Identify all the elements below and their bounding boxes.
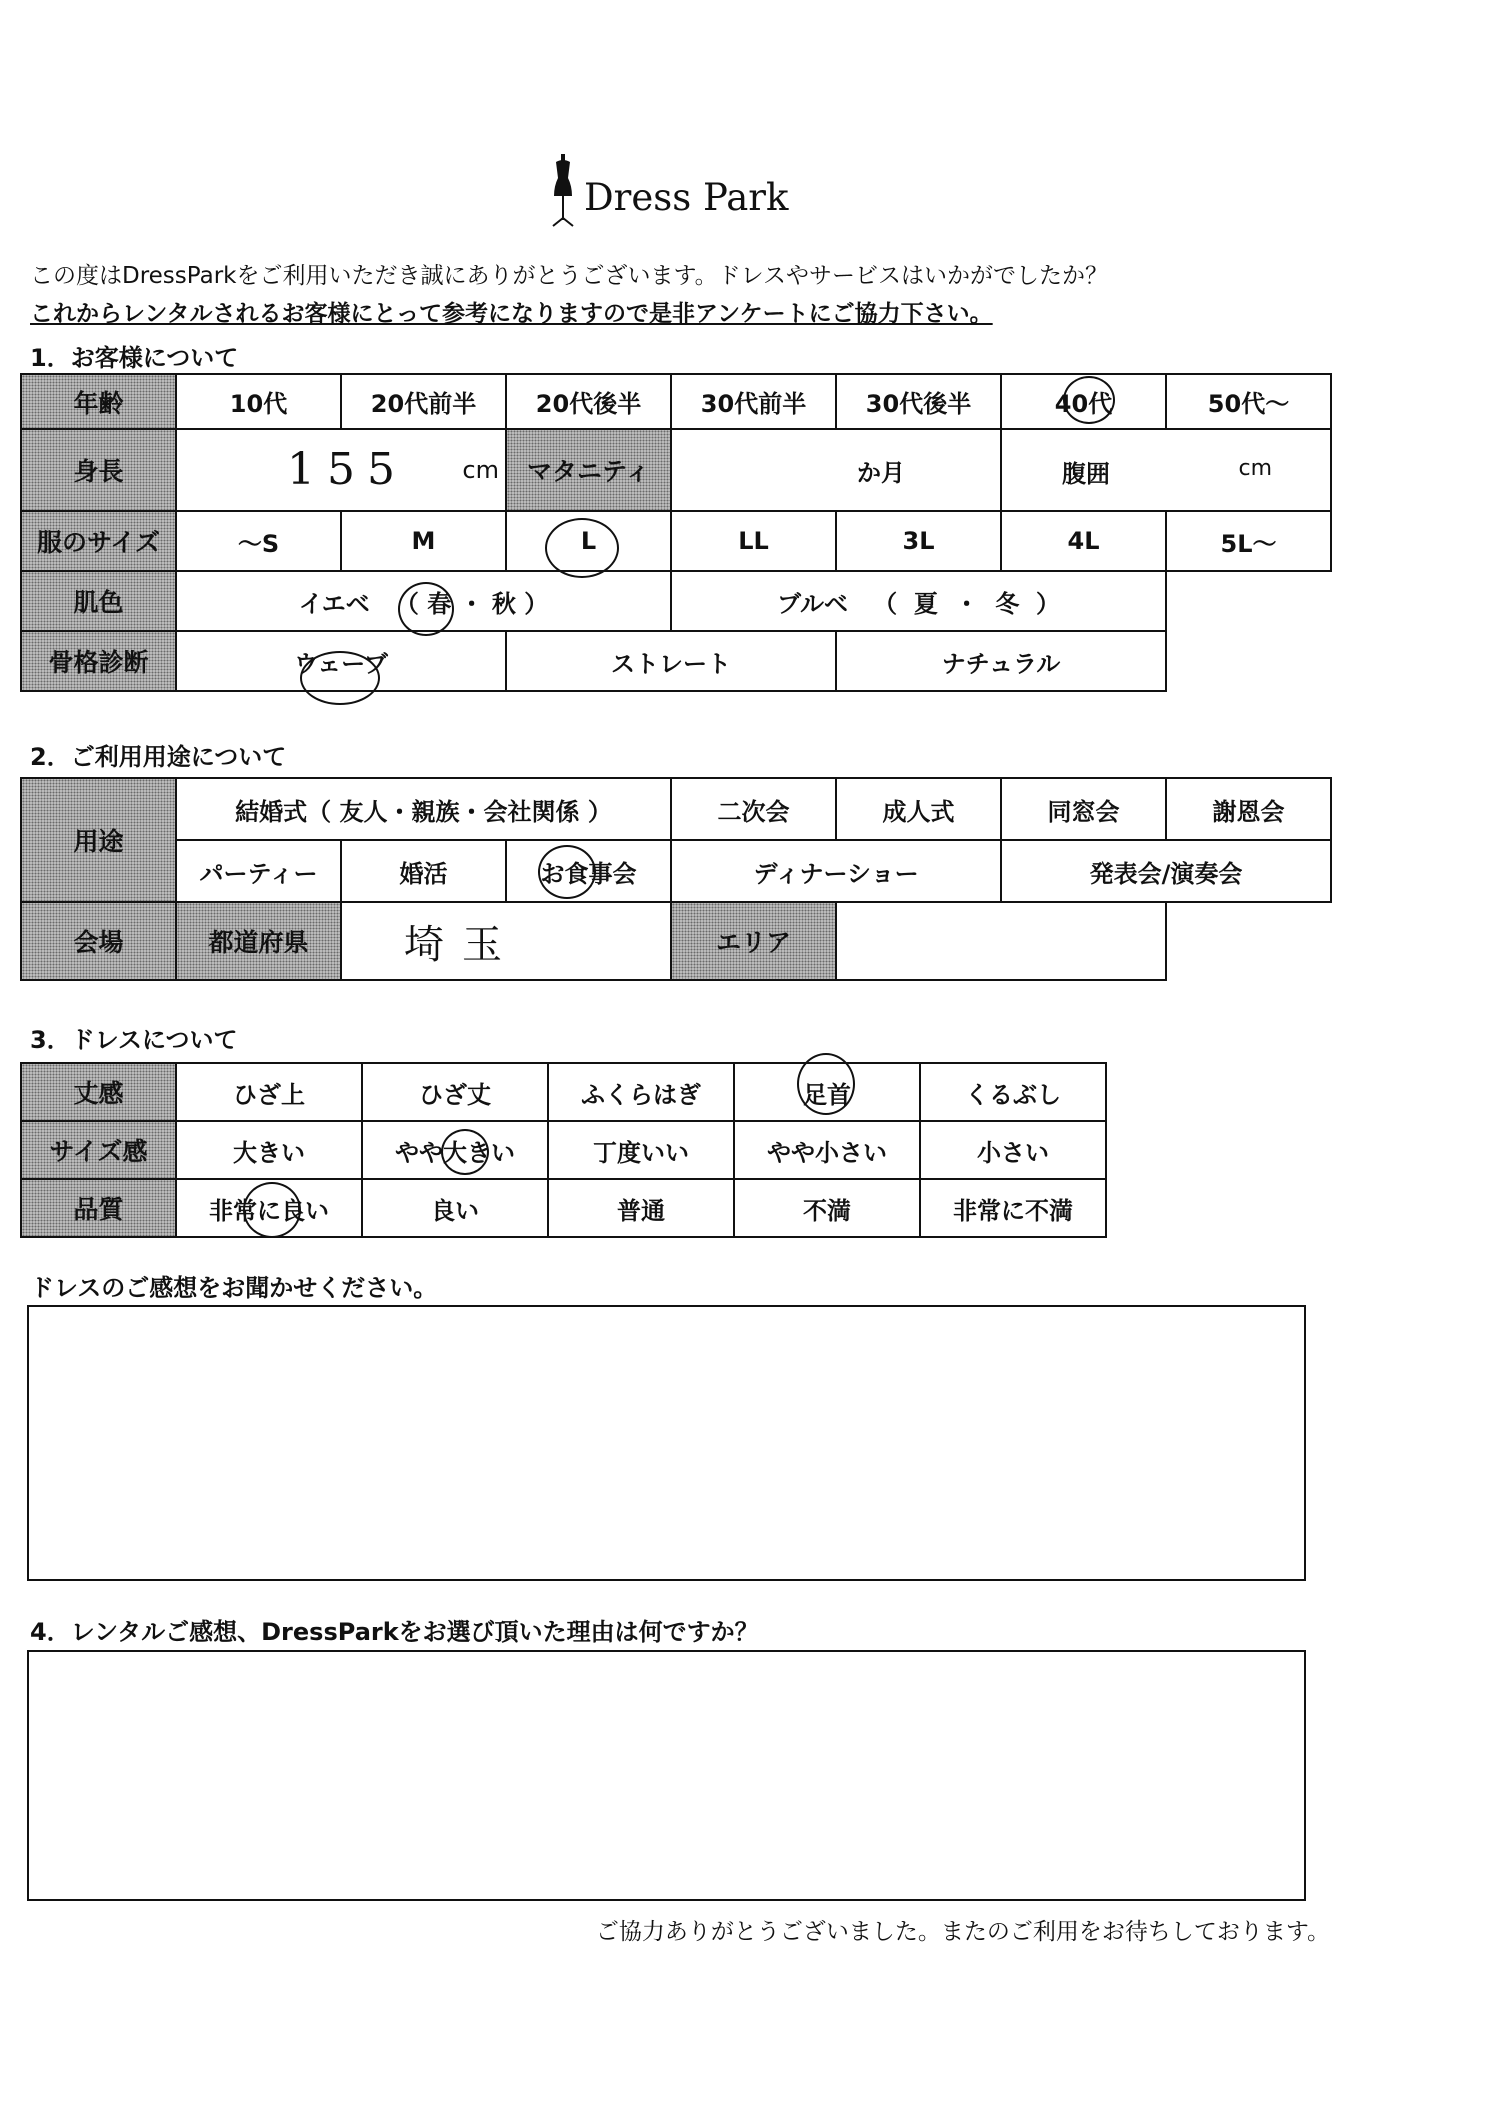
size-option[interactable]: 3L (836, 511, 1001, 571)
purpose-option[interactable]: 二次会 (671, 778, 836, 840)
age-label: 年齢 (21, 374, 176, 429)
age-option-selected[interactable]: 40代 (1001, 374, 1166, 429)
length-option-selected[interactable]: 足首 (734, 1063, 920, 1121)
separator-dot: ・ (954, 589, 979, 618)
quality-label: 品質 (21, 1179, 176, 1237)
paren-close: ） (1036, 589, 1060, 618)
skin-summer-option[interactable]: 夏 (913, 589, 938, 618)
section-4-title: 4．レンタルご感想、DressParkをお選び頂いた理由は何ですか？ (30, 1618, 759, 1646)
height-cell[interactable] (176, 429, 506, 511)
fit-label: サイズ感 (21, 1121, 176, 1179)
length-option[interactable]: ふくらはぎ (548, 1063, 734, 1121)
age-option[interactable]: 30代前半 (671, 374, 836, 429)
size-option[interactable]: LL (671, 511, 836, 571)
purpose-option[interactable]: 発表会/演奏会 (1001, 840, 1331, 902)
purpose-label: 用途 (21, 778, 176, 902)
length-option[interactable]: ひざ上 (176, 1063, 362, 1121)
maternity-months-cell[interactable] (671, 429, 1001, 511)
usage-table (20, 777, 1332, 981)
quality-option-selected[interactable]: 非常に良い (176, 1179, 362, 1237)
quality-option[interactable]: 良い (362, 1179, 548, 1237)
skeleton-option-selected[interactable]: ウェーブ (176, 631, 506, 691)
section-1-title: 1．お客様について (30, 344, 239, 372)
waist-unit: cm (1238, 456, 1272, 481)
fit-option[interactable]: やや小さい (734, 1121, 920, 1179)
fit-option[interactable]: 大きい (176, 1121, 362, 1179)
age-option[interactable]: 20代後半 (506, 374, 671, 429)
intro-line-2: これからレンタルされるお客様にとって参考になりますので是非アンケートにご協力下さい。 (30, 301, 993, 327)
empty-cell (1166, 631, 1331, 691)
age-option[interactable]: 30代後半 (836, 374, 1001, 429)
comments-textarea[interactable] (27, 1305, 1306, 1581)
section-2-title: 2．ご利用用途について (30, 743, 287, 771)
skin-blue-label: ブルベ (777, 589, 849, 618)
purpose-option[interactable]: 謝恩会 (1166, 778, 1331, 840)
reason-textarea[interactable] (27, 1650, 1306, 1901)
empty-cell (1166, 571, 1331, 631)
skin-yellow-cell[interactable] (176, 571, 671, 631)
height-label: 身長 (21, 429, 176, 511)
dress-table (20, 1062, 1107, 1238)
quality-option[interactable]: 不満 (734, 1179, 920, 1237)
purpose-option[interactable]: 成人式 (836, 778, 1001, 840)
maternity-label: マタニティ (506, 429, 671, 511)
height-unit: cm (462, 456, 499, 484)
purpose-option[interactable]: ディナーショー (671, 840, 1001, 902)
purpose-option-selected[interactable]: お食事会 (506, 840, 671, 902)
prefecture-handwritten: 埼玉 (404, 921, 520, 968)
quality-option[interactable]: 非常に不満 (920, 1179, 1106, 1237)
purpose-option[interactable]: 婚活 (341, 840, 506, 902)
age-option[interactable]: 10代 (176, 374, 341, 429)
size-option[interactable]: 4L (1001, 511, 1166, 571)
footer-thanks: ご協力ありがとうございました。またのご利用をお待ちしております。 (595, 1919, 1330, 1945)
skin-spring-option[interactable]: 春 (427, 589, 452, 618)
size-label: 服のサイズ (21, 511, 176, 571)
skin-blue-cell[interactable] (671, 571, 1166, 631)
skin-autumn-option[interactable]: 秋 (491, 589, 516, 618)
section-3-title: 3．ドレスについて (30, 1026, 238, 1054)
height-value: 155 (287, 444, 407, 495)
length-label: 丈感 (21, 1063, 176, 1121)
length-option[interactable]: くるぶし (920, 1063, 1106, 1121)
maternity-unit: か月 (857, 458, 905, 487)
paren-open: （ (873, 589, 898, 618)
skin-yellow-label: イエベ (298, 589, 370, 618)
comments-heading: ドレスのご感想をお聞かせください。 (30, 1274, 438, 1302)
paren-close: ） (524, 589, 549, 618)
intro-line-1: この度はDressParkをご利用いただき誠にありがとうございます。ドレスやサービスはいかがでしたか？ (30, 263, 1108, 289)
customer-info-table (20, 373, 1332, 692)
age-option[interactable]: 50代〜 (1166, 374, 1331, 429)
purpose-option[interactable]: 結婚式（ 友人・親族・会社関係 ） (176, 778, 671, 840)
waist-label: 腹囲 (1062, 460, 1110, 488)
purpose-option[interactable]: 同窓会 (1001, 778, 1166, 840)
fit-option[interactable]: 丁度いい (548, 1121, 734, 1179)
size-option-selected[interactable]: L (506, 511, 671, 571)
prefecture-label: 都道府県 (176, 902, 341, 980)
skeleton-option[interactable]: ナチュラル (836, 631, 1166, 691)
skin-label: 肌色 (21, 571, 176, 631)
quality-option[interactable]: 普通 (548, 1179, 734, 1237)
length-option[interactable]: ひざ丈 (362, 1063, 548, 1121)
prefecture-value[interactable] (341, 902, 671, 980)
venue-label: 会場 (21, 902, 176, 980)
purpose-option[interactable]: パーティー (176, 840, 341, 902)
size-option[interactable]: 5L〜 (1166, 511, 1331, 571)
area-label: エリア (671, 902, 836, 980)
age-option[interactable]: 20代前半 (341, 374, 506, 429)
skeleton-option[interactable]: ストレート (506, 631, 836, 691)
fit-option[interactable]: 小さい (920, 1121, 1106, 1179)
dress-form-icon (548, 152, 578, 232)
size-option[interactable]: 〜S (176, 511, 341, 571)
size-option[interactable]: M (341, 511, 506, 571)
brand-logo-text: Dress Park (584, 176, 789, 219)
empty-cell (1166, 902, 1331, 980)
area-value[interactable] (836, 902, 1166, 980)
paren-open: （ (394, 589, 419, 618)
fit-option-selected[interactable]: やや大きい (362, 1121, 548, 1179)
skin-winter-option[interactable]: 冬 (995, 589, 1020, 618)
waist-cell[interactable] (1001, 429, 1331, 511)
separator-dot: ・ (459, 589, 484, 618)
skeleton-label: 骨格診断 (21, 631, 176, 691)
